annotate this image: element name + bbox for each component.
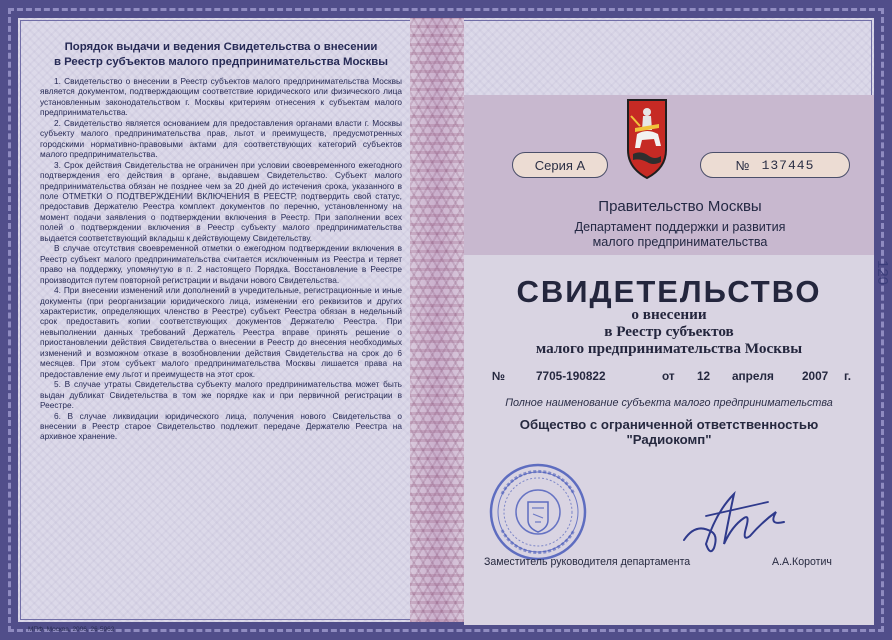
subtitle-line-3: малого предпринимательства Москвы <box>535 340 803 357</box>
subtitle-line-1: о внесении <box>631 306 707 323</box>
signer-name: А.А.Коротич <box>772 556 832 568</box>
certificate-subtitle <box>464 306 874 357</box>
rule-paragraph-2: 2. Свидетельство является основанием для предоставления органами власти г. Москвы субъекту малого предпринимательства прав, льгот и преимуществ, предусмотренных городскими нормативно-правовыми актами для соответствующих категорий субъектов малого предпринимательства. <box>40 117 402 160</box>
government-name: Правительство Москвы <box>598 198 762 215</box>
signature <box>676 482 796 562</box>
moscow-coat-of-arms-icon <box>625 98 669 182</box>
company-line-2: "Радиокомп" <box>626 432 712 447</box>
center-spine-ornament <box>410 18 464 622</box>
printer-imprint: МПФ, Москва, 2006, 26-5962 <box>28 626 115 633</box>
date-suffix: г. <box>844 369 852 383</box>
company-name <box>464 417 874 447</box>
rule-paragraph-4: 4. При внесении изменений или дополнений в учредительные, регистрационные и иные документы (при реорганизации юридического лица, изменении его реквизитов и других характеристик, определяющих членство в Реестре) субъект Реестра обязан в недельный срок предоставить копии соответствующих документов Держателю Реестра. При невыполнении данных требований Держатель Реестра вправе принять решение о приостановлении действия Свидетельства о внесении в Реестр до внесения необходимых изменений и возможном отказе в возобновлении действия Свидетельства на срок до 6 месяцев. При этом субъект малого предпринимательства Москвы лишается права на предоставление ему льгот и преимуществ на этот срок. <box>40 285 402 379</box>
department-line-1: Департамент поддержки и развития <box>574 220 786 234</box>
reg-number-sign: № <box>492 369 506 383</box>
signer-role: Заместитель руководителя департамента <box>484 556 691 568</box>
department-name <box>480 220 880 250</box>
subtitle-line-2: в Реестр субъектов <box>604 323 734 340</box>
date-month: апреля <box>732 369 774 383</box>
reg-number: 7705-190822 <box>536 369 606 383</box>
department-stamp-icon <box>488 462 588 562</box>
rule-paragraph-6: 6. В случае ликвидации юридического лица, получения нового Свидетельства о внесении в Реестр старое Свидетельство подлежит передаче Держателю Реестра на архивное хранение. <box>40 410 402 442</box>
rules-title-line-1: Порядок выдачи и ведения Свидетельства о внесении <box>64 41 378 53</box>
rules-title-line-2: в Реестр субъектов малого предпринимательства Москвы <box>53 56 389 68</box>
certificate-number-field <box>700 152 850 178</box>
rule-paragraph-1: 1. Свидетельство о внесении в Реестр субъектов малого предпринимательства Москвы является документом, подтверждающим соответствие юридического или физического лица установленным законодательством г. Москвы критериям отнесения к субъектам малого предпринимательства. <box>40 76 402 118</box>
registration-line <box>492 369 862 385</box>
department-line-2: малого предпринимательства <box>592 235 768 249</box>
certificate-title: СВИДЕТЕЛЬСТВО <box>516 274 822 309</box>
fullname-label: Полное наименование субъекта малого предпринимательства <box>505 397 833 409</box>
series-field <box>512 152 608 178</box>
rules-page <box>40 40 402 600</box>
rule-paragraph-5: 5. В случае утраты Свидетельства субъекту малого предпринимательства может быть выдан дубликат Свидетельства в том же порядке как и при первичной регистрации в Реестре. <box>40 379 402 411</box>
date-day: 12 <box>697 369 711 383</box>
series-label: Серия А <box>534 157 586 173</box>
rule-paragraph-3b: В случае отсутствия своевременной отметки о ежегодном подтверждении включения в Реестр субъект малого предпринимательства считается исключенным из Реестра и теряет право на поддержку, упомянутую в п. 2 настоящего Порядка. Восстановление в Реестре производится путем повторной регистрации и выдачи нового Свидетельства. <box>40 243 402 285</box>
certificate-number: 137445 <box>761 157 815 173</box>
rule-paragraph-3: 3. Срок действия Свидетельства не ограничен при условии своевременного ежегодного подтверждения его действия в органе, выдавшем Свидетельство. Субъект малого предпринимательства обязан не позднее чем за 20 дней до истечения срока, указанного в поле ОТМЕТКИ О ПОДТВЕРЖДЕНИИ ВКЛЮЧЕНИЯ В РЕЕСТР, подтвердить свой статус, предоставив Держателю Реестра комплект документов по перечню, установленному на момент подачи заявления о подтверждении включения в Реестр. При заполнении всех полей о подтверждении включения в Реестр субъекту малого предпринимательства выдается соответствующий вкладыш к действующему Свидетельству. <box>40 159 402 243</box>
handwritten-margin-note: 120 <box>874 259 892 286</box>
date-year: 2007 <box>802 369 829 383</box>
company-line-1: Общество с ограниченной ответственностью <box>519 417 819 432</box>
number-sign: № <box>735 157 750 173</box>
rules-title <box>40 40 402 70</box>
date-from-label: от <box>662 369 675 383</box>
